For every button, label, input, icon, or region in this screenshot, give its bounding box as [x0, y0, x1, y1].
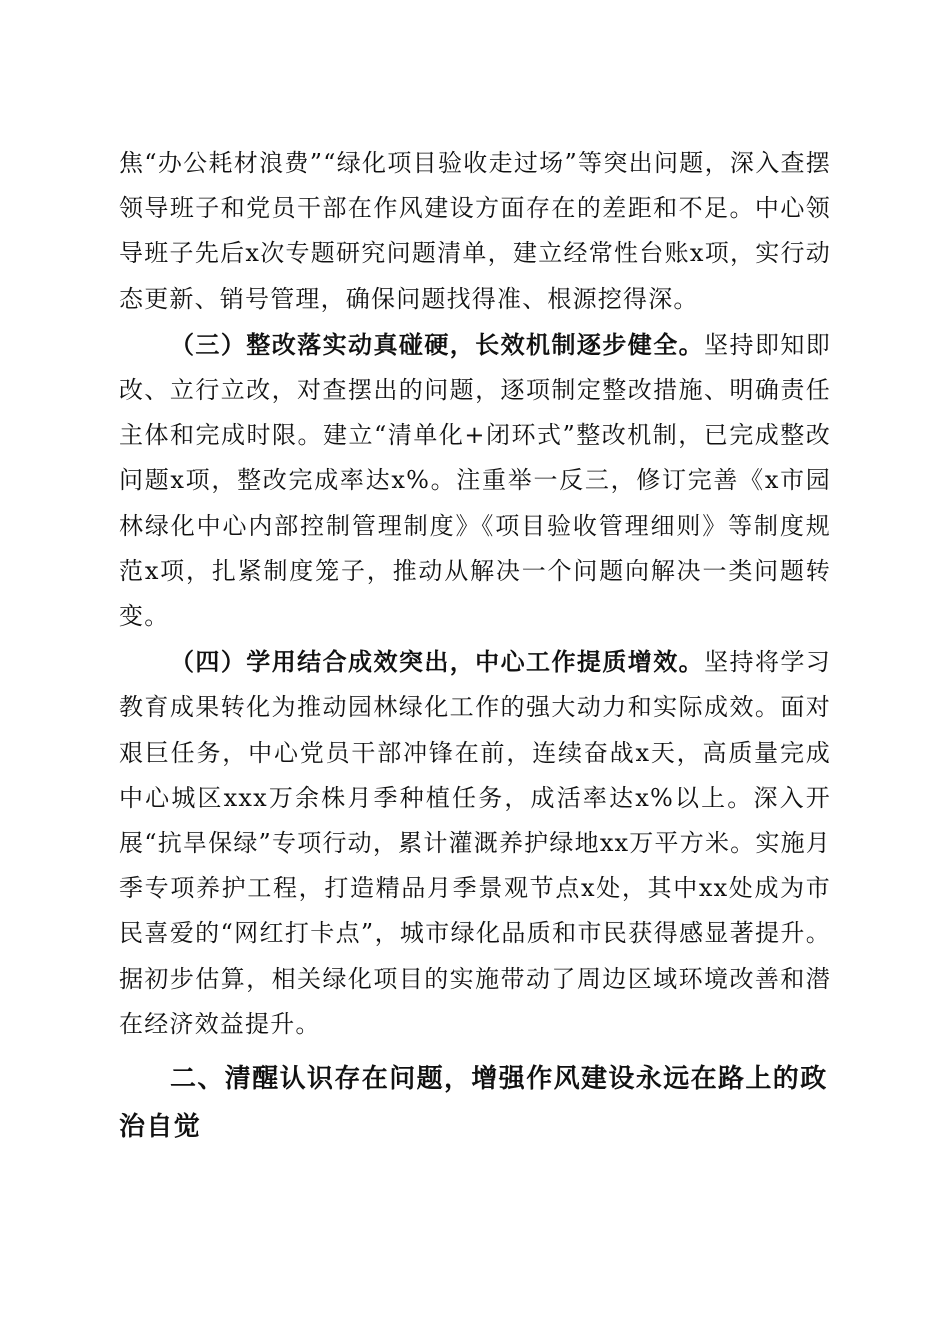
section-three-body: 坚持即知即改、立行立改，对查摆出的问题，逐项制定整改措施、明确责任主体和完成时限。建立“清单化+闭环式”整改机制，已完成整改问题x项，整改完成率达x%。注重举一反三，修订完善《x市园林绿化中心内部控制管理制度》《项目验收管理细则》等制度规范x项，扎紧制度笼子，推动从解决一个问题向解决一类问题转变。 [119, 330, 832, 631]
paragraph-continuation: 焦“办公耗材浪费”“绿化项目验收走过场”等突出问题，深入查摆领导班子和党员干部在作风建设方面存在的差距和不足。中心领导班子先后x次专题研究问题清单，建立经常性台账x项，实行动态更新、销号管理，确保问题找得准、根源挖得深。 [119, 149, 831, 313]
section-four-paragraph [119, 639, 831, 1047]
section-four-body: 坚持将学习教育成果转化为推动园林绿化工作的强大动力和实际成效。面对艰巨任务，中心党员干部冲锋在前，连续奋战x天，高质量完成中心城区xxx万余株月季种植任务，成活率达x%以上。深入开展“抗旱保绿”专项行动，累计灌溉养护绿地xx万平方米。实施月季专项养护工程，打造精品月季景观节点x处，其中xx处成为市民喜爱的“网红打卡点”，城市绿化品质和市民获得感显著提升。据初步估算，相关绿化项目的实施带动了周边区域环境改善和潜在经济效益提升。 [119, 648, 832, 1038]
document-body [119, 141, 831, 1177]
section-four-title: （四）学用结合成效突出，中心工作提质增效。 [170, 647, 705, 677]
section-three-title: （三）整改落实动真碰硬，长效机制逐步健全。 [170, 329, 705, 359]
section-heading-two: 二、清醒认识存在问题，增强作风建设永远在路上的政治自觉 [119, 1064, 828, 1143]
section-three-paragraph [119, 322, 831, 639]
